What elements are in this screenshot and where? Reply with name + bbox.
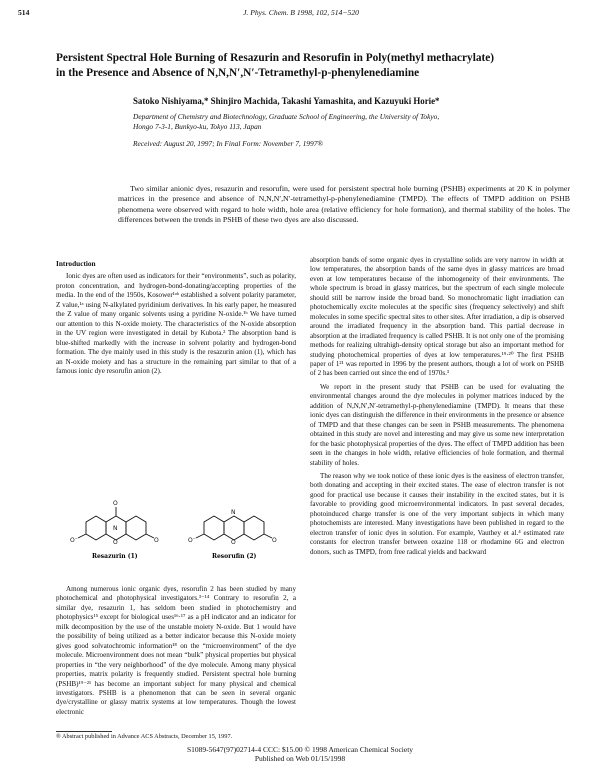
resorufin-structure	[196, 516, 272, 540]
svg-text:O: O	[272, 537, 277, 544]
svg-text:O⁻: O⁻	[188, 537, 196, 544]
resazurin-structure	[78, 507, 154, 540]
abstract: Two similar anionic dyes, resazurin and resorufin, were used for persistent spectral hole burning (PSHB) experiments at 20 K in polymer matrices in the presence and absence of N,N,N′,N′-tetramethyl-p-phenylenediamine (TMPD). The effects of TMPD addition on PSHB phenomena were observed with regard to hole width, hole area (relative efficiency for hole formation), and thermal stability of the holes. The differences between the trends in PSHB of these two dyes are also discussed.	[118, 184, 570, 225]
chemical-structures-figure	[56, 492, 296, 564]
author-list: Satoko Nishiyama,* Shinjiro Machida, Takashi Yamashita, and Kazuyuki Horie*	[133, 96, 440, 106]
paragraph: The reason why we took notice of these ionic dyes is the easiness of electron transfer, both donating and accepting in their excited states. The ease of electron transfer is not good for practical use because it causes their instability in the excited states, but it is favorable to providing good microenvironmental indicators. In past several decades, photoinduced charge transfer is one of the very important subjects in which many photochemists are interested. Many investigations have been published in regard to the electron transfer of ionic dyes in solution. For example, Vauthey et al.⁴ estimated rate constants for electron transfer between oxazine 118 or rhodamine 6G and electron donors, such as TMPD, from free radical yields and backward	[310, 471, 564, 556]
article-title	[56, 51, 566, 81]
svg-text:O: O	[231, 539, 236, 546]
received-dates: Received: August 20, 1997; In Final Form: November 7, 1997®	[133, 139, 323, 148]
svg-text:O: O	[113, 539, 118, 546]
svg-text:O: O	[113, 500, 118, 507]
footer-line: S1089-5647(97)02714-4 CCC: $15.00 © 1998 American Chemical Society	[186, 745, 414, 754]
svg-text:N: N	[113, 525, 118, 532]
right-column	[310, 256, 564, 557]
affiliation	[133, 112, 573, 132]
section-heading: Introduction	[56, 259, 96, 268]
journal-citation: J. Phys. Chem. B 1998, 102, 514−520	[243, 8, 359, 17]
svg-text:O⁻: O⁻	[70, 537, 78, 544]
page-footer	[0, 745, 600, 763]
footnote: ® Abstract published in Advance ACS Abstracts, December 15, 1997.	[56, 733, 233, 740]
svg-text:N: N	[231, 509, 236, 516]
paragraph: Among numerous ionic organic dyes, resorufin 2 has been studied by many photochemical and photophysical investigators.³⁻¹⁴ Contrary to resorufin 2, a similar dye, resazurin 1, has seldom been studied in photochemistry and photophysics¹⁵ except for biological uses¹⁶·¹⁷ as a pH indicator and an indicator for milk decomposition by the use of the unstable moiety N-oxide. But 1 would have the possibility of being utilized as a better indicator because this N-oxide moiety gives good solvatochromic information¹⁸ on the “microenvironment” of the dye molecule. Microenvironment does not mean “bulk” physical properties but physical properties in “the very neighborhood” of the dye molecule. Among many physical properties, matrix polarity is frequently studied. Persistent spectral hole burning (PSHB)¹⁹⁻²¹ has become an important subject for many physical and chemical investigators. PSHB is a phenomenon that can be seen in several organic dye/crystalline or glassy matrix systems at low temperatures. Though the lowest electronic	[56, 585, 296, 716]
label-resorufin: Resorufin (2)	[212, 553, 257, 560]
paragraph: absorption bands of some organic dyes in crystalline solids are very narrow in width at low temperatures, the absorption bands of the same dyes in glassy matrices are broad even at low temperatures because of the inhomogeneity of their environments. The whole spectrum is broad in glassy matrices, but the spectrum of each single molecule should still be narrow inside the broad band. So monochromatic light irradiation can photochemically excite molecules at the specific sites (frequency selectively) and shift molecules in some specific spectral sites to other sites. After irradiation, a dip is observed around the irradiated frequency in the absorption band. This partial decrease in absorption at the irradiated frequency is called PSHB. It is not only one of the promising methods for realizing ultrahigh-density optical storage but also an important method for studying photochemical properties of dyes at low temperatures.¹⁹·²⁰ The first PSHB paper of 1²¹ was reported in 1996 by the present authors, though a lot of work on PSHB of 2 has been carried out since the end of 1970s.³	[310, 256, 564, 378]
page-number: 514	[18, 8, 30, 17]
paragraph: Ionic dyes are often used as indicators for their “environments”, such as polarity, proton concentration, and hydrogen-bond-donating/accepting properties of the media. In the end of the 1950s, Kosower¹ᵃᵇ established a solvent polarity parameter, Z value,¹ᵃ using N-alkylated pyridinium derivatives. In his early paper, he measured the Z value of many organic solvents using a pyridine N-oxide.¹ᵇ We have turned our attention to this N-oxide moiety. The characteristics of the N-oxide absorption in the UV region were investigated in detail by Kubota.² The absorption band is blue-shifted markedly with the increase in solvent polarity and hydrogen-bond formation. The dye mainly used in this study is the resazurin anion (1), which has an N-oxide moiety and has a structure in the remaining part similar to that of a famous ionic dye resorufin anion (2).	[56, 272, 296, 375]
left-column-top	[56, 256, 296, 376]
structure-drawing	[56, 492, 296, 564]
running-header	[18, 8, 584, 20]
paragraph: We report in the present study that PSHB can be used for evaluating the environmental changes around the dye molecules in polymer matrices induced by the addition of N,N,N′,N′-tetramethyl-p-phenylenediamine (TMPD). It means that these ionic dyes can distinguish the difference in their environments in the presence or absence of TMPD and that these changes can be seen in PSHB measurements. The phenomena obtained in this study are novel and interesting and may give us some new interpretation for the basic photophysical properties of the dyes. The effect of TMPD addition has been seen in the changes in hole width, relative efficiencies of hole formation, and thermal stability of holes.	[310, 382, 564, 467]
title-line: Persistent Spectral Hole Burning of Resazurin and Resorufin in Poly(methyl methacrylate)	[56, 52, 495, 64]
footer-line: Published on Web 01/15/1998	[254, 754, 346, 763]
affiliation-line: Hongo 7-3-1, Bunkyo-ku, Tokyo 113, Japan	[133, 122, 262, 131]
left-column-bottom	[56, 585, 296, 717]
label-resazurin: Resazurin (1)	[92, 553, 138, 560]
svg-text:O: O	[154, 537, 159, 544]
affiliation-line: Department of Chemistry and Biotechnology, Graduate School of Engineering, the University of Tokyo,	[133, 112, 440, 121]
title-line: in the Presence and Absence of N,N,N′,N′-Tetramethyl-p-phenylenediamine	[56, 67, 420, 79]
footnote-divider	[56, 731, 112, 732]
